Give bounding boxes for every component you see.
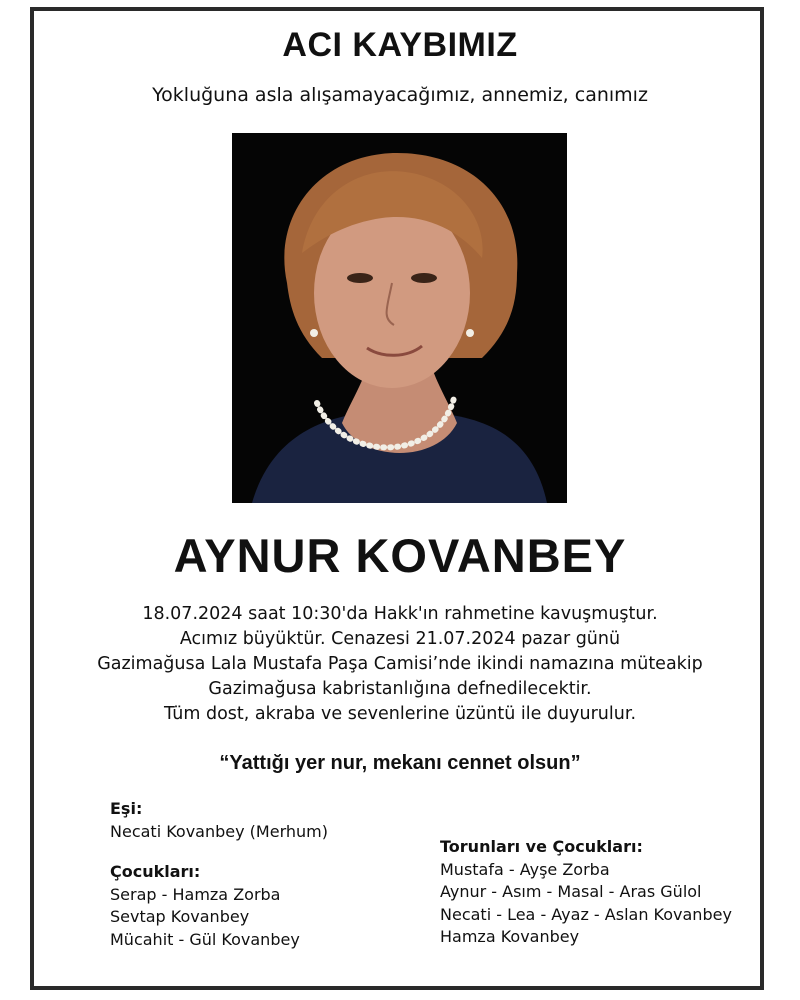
announcement-line: Gazimağusa Lala Mustafa Paşa Camisi’nde ikindi namazına müteakip — [97, 654, 703, 674]
child-item: Mücahit - Gül Kovanbey — [110, 929, 300, 949]
subtitle: Yokluğuna asla alışamayacağımız, annemiz, canımız — [152, 84, 648, 106]
children-heading: Çocukları: — [110, 862, 201, 881]
child-item: Serap - Hamza Zorba — [110, 884, 281, 904]
grandchild-item: Necati - Lea - Ayaz - Aslan Kovanbey — [440, 904, 732, 924]
portrait-illustration — [232, 133, 567, 503]
family-right-column — [440, 836, 732, 949]
announcement-line: Acımız büyüktür. Cenazesi 21.07.2024 pazar günü — [179, 629, 621, 649]
spouse-heading: Eşi: — [110, 799, 143, 818]
page-title: ACI KAYBIMIZ — [282, 26, 518, 64]
spouse-name: Necati Kovanbey (Merhum) — [110, 821, 328, 841]
announcement-text — [0, 602, 800, 727]
family-left-column — [110, 798, 328, 951]
grandchildren-heading: Torunları ve Çocukları: — [440, 837, 643, 856]
prayer-quote: “Yattığı yer nur, mekanı cennet olsun” — [219, 752, 581, 774]
portrait-photo — [232, 133, 567, 503]
announcement-line: Gazimağusa kabristanlığına defnedilecektir. — [208, 679, 592, 699]
grandchild-item: Mustafa - Ayşe Zorba — [440, 859, 610, 879]
announcement-line: Tüm dost, akraba ve sevenlerine üzüntü ile duyurulur. — [163, 704, 637, 724]
announcement-line: 18.07.2024 saat 10:30'da Hakk'ın rahmetine kavuşmuştur. — [142, 604, 658, 624]
deceased-name: AYNUR KOVANBEY — [173, 529, 627, 582]
grandchild-item: Aynur - Asım - Masal - Aras Gülol — [440, 882, 702, 901]
child-item: Sevtap Kovanbey — [110, 907, 250, 926]
grandchild-item: Hamza Kovanbey — [440, 927, 580, 946]
